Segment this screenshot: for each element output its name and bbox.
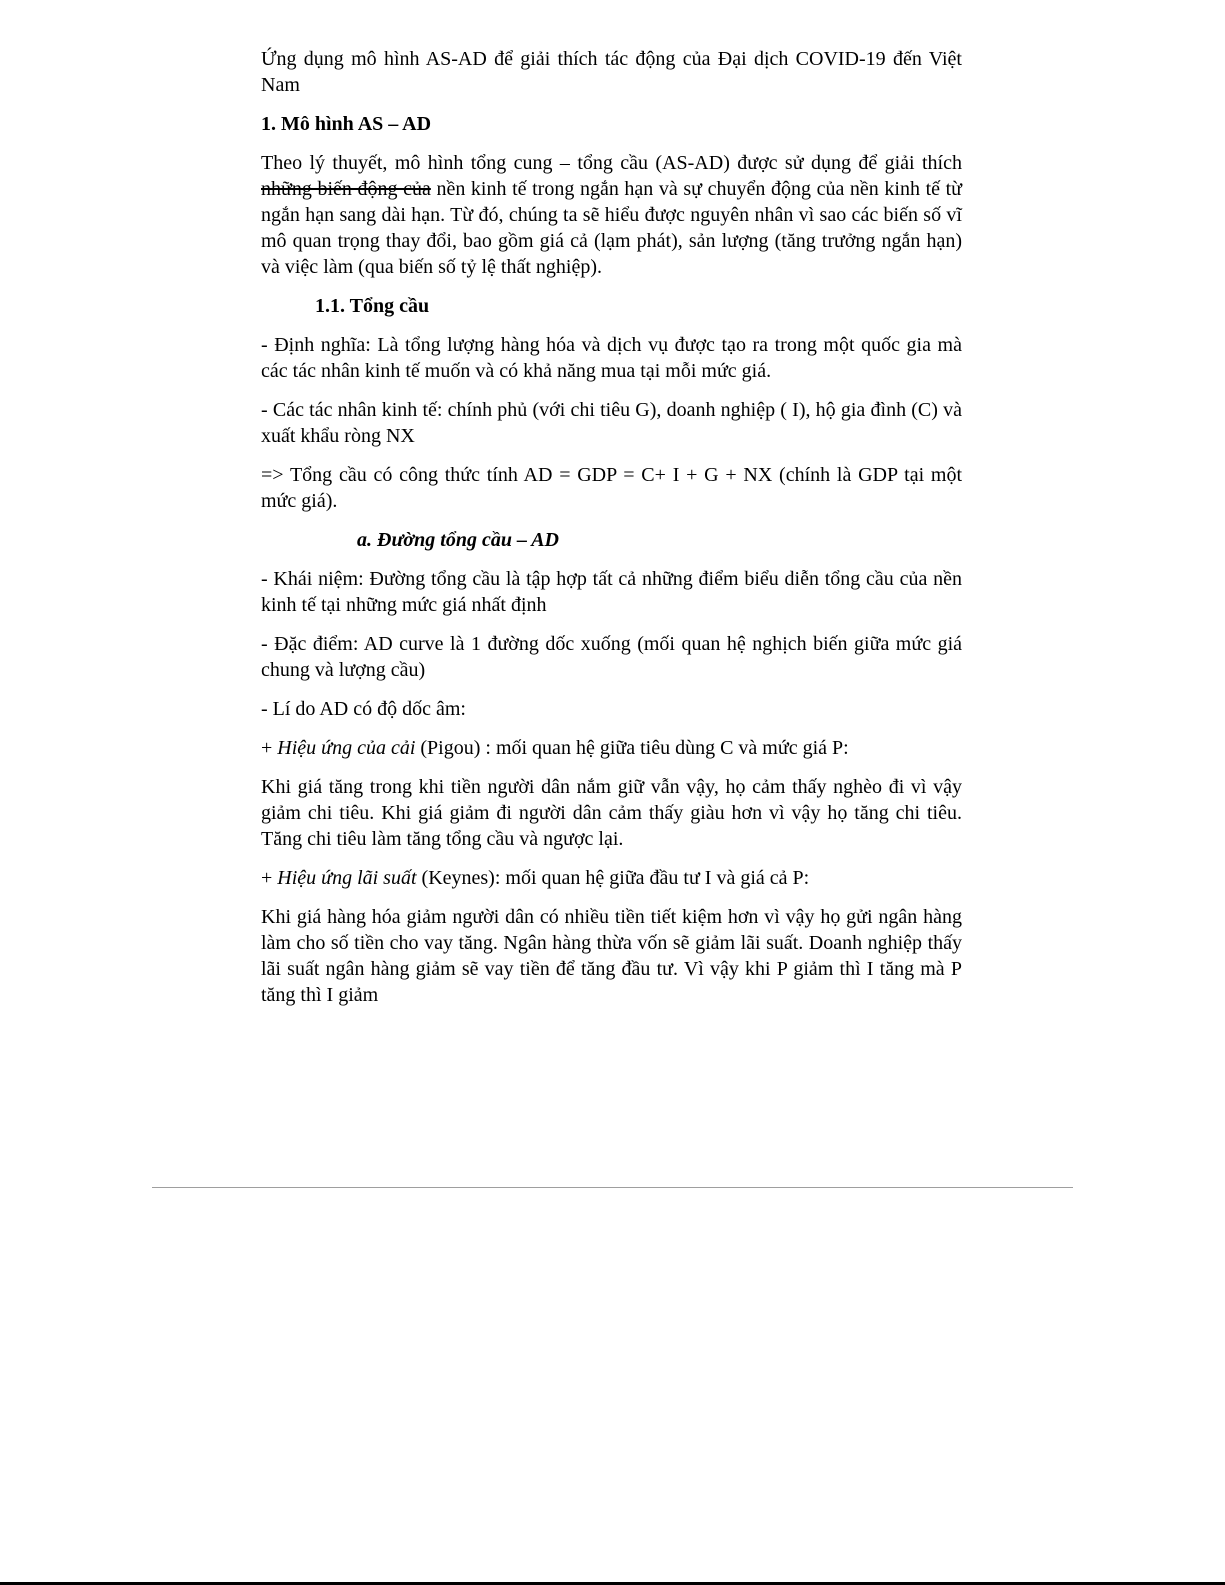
struck-text: những biến động của (261, 178, 431, 200)
definition-paragraph: - Định nghĩa: Là tổng lượng hàng hóa và dịch vụ được tạo ra trong một quốc gia mà các tác nhân kinh tế muốn và có khả năng mua tại mỗi mức giá. (261, 334, 962, 382)
formula-paragraph: => Tổng cầu có công thức tính AD = GDP = C+ I + G + NX (chính là GDP tại một mức giá). (261, 464, 962, 512)
section-heading: 1. Mô hình AS – AD (261, 113, 432, 135)
interest-effect-body: Khi giá hàng hóa giảm người dân có nhiều tiền tiết kiệm hơn vì vậy họ gửi ngân hàng làm cho số tiền cho vay tăng. Ngân hàng thừa vốn sẽ giảm lãi suất. Doanh nghiệp thấy lãi suất ngân hàng giảm sẽ vay tiền để tăng đầu tư. Vì vậy khi P giảm thì I tăng mà P tăng thì I giảm (261, 906, 962, 1006)
wealth-effect-term: Hiệu ứng của cải (277, 737, 416, 759)
interest-effect-term: Hiệu ứng lãi suất (277, 867, 417, 889)
reason-paragraph: - Lí do AD có độ dốc âm: (261, 698, 466, 720)
subheading-ad-curve: a. Đường tổng cầu – AD (357, 529, 560, 551)
interest-effect-prefix: + (261, 867, 278, 889)
feature-paragraph: - Đặc điểm: AD curve là 1 đường dốc xuống (mối quan hệ nghịch biến giữa mức giá chung và lượng cầu) (261, 633, 962, 681)
wealth-effect-body: Khi giá tăng trong khi tiền người dân nắm giữ vẫn vậy, họ cảm thấy nghèo đi vì vậy giảm chi tiêu. Khi giá giảm đi người dân cảm thấy giàu hơn vì vậy họ tăng chi tiêu. Tăng chi tiêu làm tăng tổng cầu và ngược lại. (261, 776, 962, 850)
document-title: Ứng dụng mô hình AS-AD để giải thích tác động của Đại dịch COVID-19 đến Việt Nam (261, 48, 962, 96)
intro-text-start: Theo lý thuyết, mô hình tổng cung – tổng cầu (AS-AD) được sử dụng để giải thích (261, 152, 962, 174)
agents-paragraph: - Các tác nhân kinh tế: chính phủ (với chi tiêu G), doanh nghiệp ( I), hộ gia đình (C) và xuất khẩu ròng NX (261, 399, 962, 447)
wealth-effect-prefix: + (261, 737, 278, 759)
intro-text-end: nền kinh tế trong ngắn hạn và sự chuyển động của nền kinh tế từ ngắn hạn sang dài hạn. Từ đó, chúng ta sẽ hiểu được nguyên nhân vì sao các biến số vĩ mô quan trọng thay đổi, bao gồm giá cả (lạm phát), sản lượng (tăng trưởng ngắn hạn) và việc làm (qua biến số tỷ lệ thất nghiệp). (261, 178, 963, 278)
subsection-heading: 1.1. Tổng cầu (315, 295, 430, 317)
intro-paragraph (261, 150, 962, 280)
interest-effect-rest: (Keynes): mối quan hệ giữa đầu tư I và giá cả P: (416, 867, 810, 889)
page-divider (152, 1187, 1073, 1188)
document-body (261, 46, 962, 1008)
concept-paragraph: - Khái niệm: Đường tổng cầu là tập hợp tất cả những điểm biểu diễn tổng cầu của nền kinh tế tại những mức giá nhất định (261, 568, 962, 616)
wealth-effect-heading (261, 735, 962, 761)
interest-effect-heading (261, 865, 962, 891)
wealth-effect-rest: (Pigou) : mối quan hệ giữa tiêu dùng C và mức giá P: (415, 737, 849, 759)
